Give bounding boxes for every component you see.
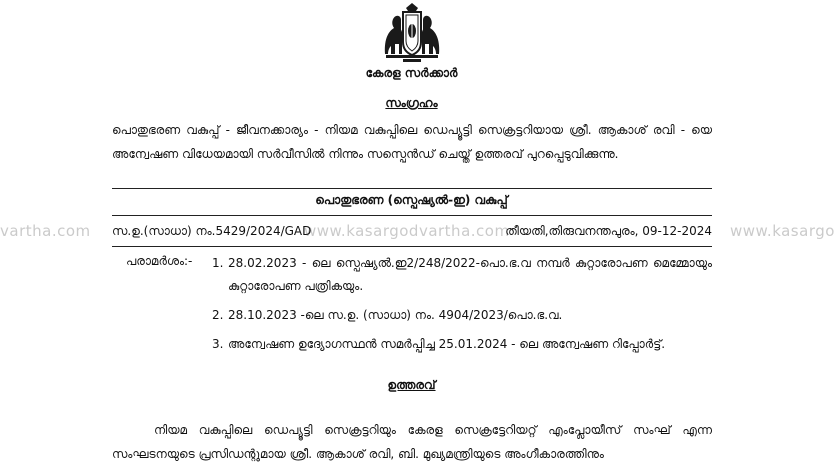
- reference-text: അന്വേഷണ ഉദ്യോഗസ്ഥൻ സമർപ്പിച്ച 25.01.2024 - ലെ അന്വേഷണ റിപ്പോർട്ട്.: [228, 337, 666, 351]
- divider: [112, 188, 712, 189]
- reference-item: [212, 304, 712, 327]
- summary-paragraph: പൊതുഭരണ വകുപ്പ് - ജീവനക്കാര്യം - നിയമ വകുപ്പിലെ ഡെപ്യൂട്ടി സെക്രട്ടറിയായ ശ്രീ. ആകാശ് രവി - യെ അന്വേഷണ വിധേയമായി സർവീസിൽ നിന്നും സസ്പെൻഡ് ചെയ്ത് ഉത്തരവ് പുറപ്പെടുവിക്കുന്നു.: [112, 123, 712, 161]
- reference-text: 28.02.2023 - ലെ സ്പെഷ്യൽ.ഇ2/248/2022-പൊ.ഭ.വ നമ്പർ കുറ്റാരോപണ മെമ്മോയും കുറ്റാരോപണ പത്രികയും.: [228, 256, 712, 293]
- references-label: പരാമർശം:-: [126, 254, 193, 268]
- order-heading-text: ഉത്തരവ്: [387, 378, 436, 392]
- subject-heading: [0, 96, 823, 111]
- references-list: [212, 252, 712, 362]
- reference-number: 1.: [212, 256, 224, 270]
- watermark-text: www.kasargodvartha.com: [304, 222, 510, 240]
- order-body-paragraph: നിയമ വകുപ്പിലെ ഡെപ്യൂട്ടി സെക്രട്ടറിയും കേരള സെക്രട്ടേറിയറ്റ് എംപ്ലോയീസ് സംഘ് എന്ന സംഘടനയുടെ പ്രസിഡന്റുമായ ശ്രീ. ആകാശ് രവി, ബി. മുഖ്യമന്ത്രിയുടെ അംഗീകാരത്തിനും: [112, 423, 712, 461]
- watermark-text: www.kasargo: [730, 222, 835, 240]
- reference-number: 3.: [212, 337, 224, 351]
- kerala-emblem-icon: [381, 2, 443, 64]
- reference-item: [212, 252, 712, 298]
- department-title: പൊതുഭരണ (സ്പെഷ്യൽ-ഇ) വകുപ്പ്: [315, 193, 508, 207]
- order-number: സ.ഉ.(സാധാ) നം.5429/2024/GAD: [112, 224, 312, 238]
- government-title: കേരള സർക്കാർ: [365, 66, 458, 80]
- subject-heading-text: സംഗ്രഹം: [385, 96, 438, 110]
- reference-number: 2.: [212, 308, 224, 322]
- divider: [112, 215, 712, 216]
- order-heading: [0, 378, 823, 393]
- divider: [112, 246, 712, 247]
- order-date: തീയതി,തിരുവനന്തപുരം, 09-12-2024: [505, 224, 712, 238]
- reference-text: 28.10.2023 -ലെ സ.ഉ. (സാധാ) നം. 4904/2023/പൊ.ഭ.വ.: [228, 308, 563, 322]
- watermark-text: vartha.com: [0, 222, 91, 240]
- reference-item: [212, 333, 712, 356]
